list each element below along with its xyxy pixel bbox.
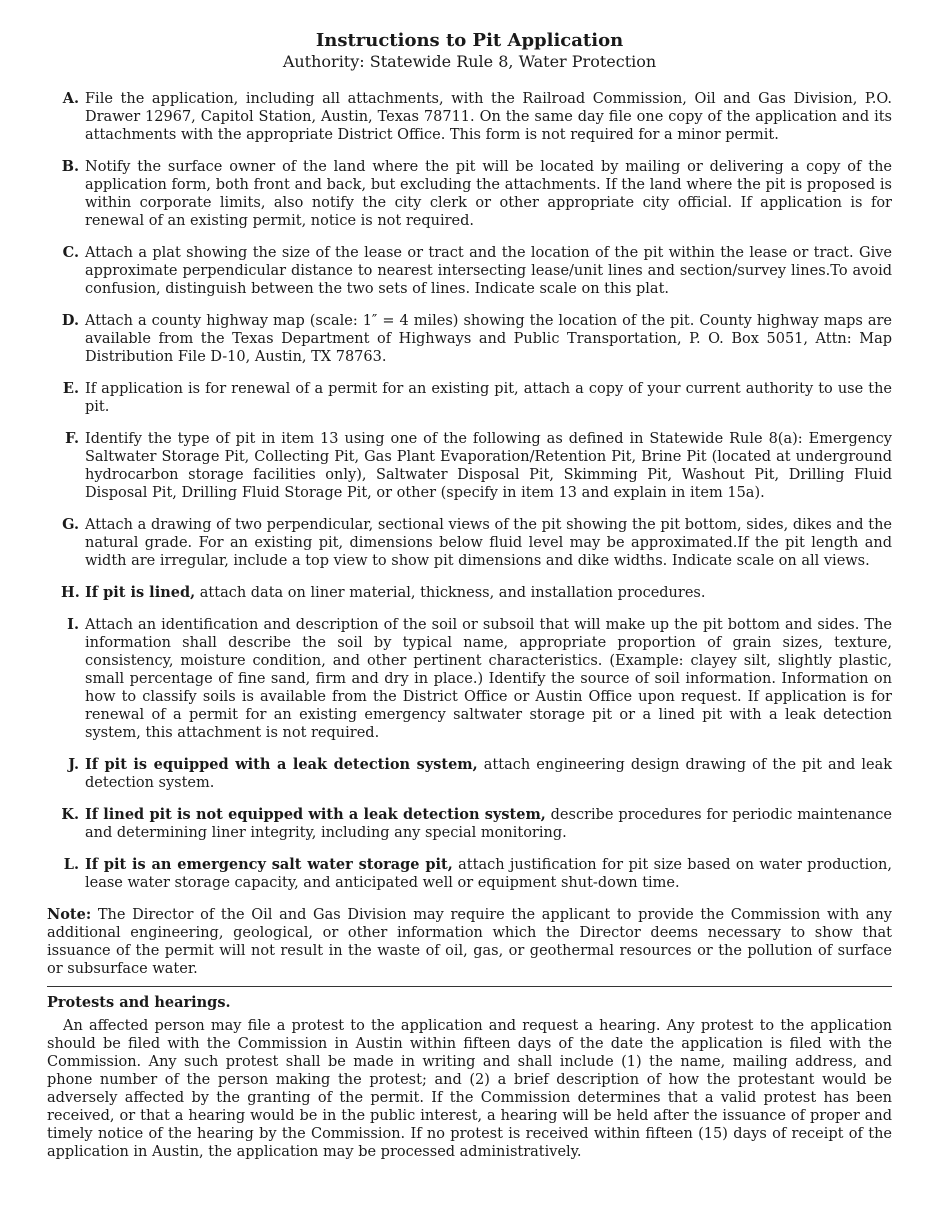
- instruction-item-k: [47, 806, 892, 842]
- note-paragraph: [47, 906, 892, 978]
- item-letter: D.: [61, 312, 79, 329]
- item-lead: If pit is an emergency salt water storage pit,: [85, 856, 453, 873]
- item-body: [85, 516, 892, 570]
- page-subtitle: Authority: Statewide Rule 8, Water Protection: [282, 52, 657, 71]
- item-body: [85, 584, 892, 602]
- page-title: Instructions to Pit Application: [315, 30, 624, 51]
- instruction-item-c: [47, 244, 892, 298]
- item-text: attach justification for pit size based on water production, lease water storage capacity, and anticipated well or equipment shut-down time.: [85, 857, 892, 891]
- item-body: [85, 312, 892, 366]
- instruction-item-h: [47, 584, 892, 602]
- instruction-item-g: [47, 516, 892, 570]
- item-text: File the application, including all attachments, with the Railroad Commission, Oil and Gas Division, P.O. Drawer 12967, Capitol Station, Austin, Texas 78711. On the same day file one copy of the application and its attachments with the appropriate District Office. This form is not required for a minor permit.: [85, 91, 892, 143]
- item-text: Attach a plat showing the size of the lease or tract and the location of the pit within the lease or tract. Give approximate perpendicular distance to nearest intersecting lease/unit lines and section/survey lines.To avoid confusion, distinguish between the two sets of lines. Indicate scale on this plat.: [85, 245, 892, 297]
- instruction-item-l: [47, 856, 892, 892]
- item-text: If application is for renewal of a permit for an existing pit, attach a copy of your current authority to use the pit.: [85, 381, 892, 415]
- item-body: [85, 380, 892, 416]
- item-body: [85, 616, 892, 742]
- item-letter: E.: [62, 380, 79, 397]
- note-text: The Director of the Oil and Gas Division may require the applicant to provide the Commission with any additional engineering, geological, or other information which the Director deems necessary to show that issuance of the permit will not result in the waste of oil, gas, or geothermal resources or the pollution of surface or subsurface water.: [47, 907, 892, 977]
- item-text: Identify the type of pit in item 13 using one of the following as defined in Statewide Rule 8(a): Emergency Saltwater Storage Pit, Collecting Pit, Gas Plant Evaporation/Retention Pit, Brine Pit (located at underground hydrocarbon storage facilities only), Saltwater Disposal Pit, Skimming Pit, Washout Pit, Drilling Fluid Disposal Pit, Drilling Fluid Storage Pit, or other (specify in item 13 and explain in item 15a).: [85, 431, 892, 501]
- instruction-item-b: [47, 158, 892, 230]
- item-text: Attach an identification and description of the soil or subsoil that will make up the pit bottom and sides. The information shall describe the soil by typical name, appropriate proportion of grain sizes, texture, consistency, moisture condition, and other pertinent characteristics. (Example: clayey silt, slightly plastic, small percentage of fine sand, firm and dry in place.) Identify the source of soil information. Information on how to classify soils is available from the District Office or Austin Office upon request. If application is for renewal of a permit for an existing emergency saltwater storage pit or a lined pit with a leak detection system, this attachment is not required.: [85, 617, 892, 741]
- item-body: [85, 158, 892, 230]
- section-divider: [47, 986, 892, 987]
- item-letter: I.: [67, 616, 79, 633]
- item-body: [85, 90, 892, 144]
- item-text: attach data on liner material, thickness, and installation procedures.: [195, 585, 706, 601]
- item-body: [85, 856, 892, 892]
- item-lead: If pit is equipped with a leak detection system,: [85, 756, 478, 773]
- item-letter: F.: [65, 430, 79, 447]
- item-letter: A.: [62, 90, 79, 107]
- instruction-list: [47, 90, 892, 892]
- item-text: Attach a county highway map (scale: 1″ = 4 miles) showing the location of the pit. County highway maps are available from the Texas Department of Highways and Public Transportation, P. O. Box 5051, Attn: Map Distribution File D-10, Austin, TX 78763.: [85, 313, 892, 365]
- item-letter: K.: [61, 806, 79, 823]
- item-body: [85, 806, 892, 842]
- instruction-item-i: [47, 616, 892, 742]
- item-body: [85, 430, 892, 502]
- instruction-item-a: [47, 90, 892, 144]
- item-text: describe procedures for periodic maintenance and determining liner integrity, including any special monitoring.: [85, 807, 893, 841]
- item-body: [85, 244, 892, 298]
- instruction-item-d: [47, 312, 892, 366]
- protests-heading: Protests and hearings.: [47, 994, 231, 1011]
- item-letter: J.: [68, 756, 79, 773]
- instruction-item-f: [47, 430, 892, 502]
- item-letter: B.: [61, 158, 79, 175]
- item-lead: If lined pit is not equipped with a leak detection system,: [85, 806, 546, 823]
- instruction-item-j: [47, 756, 892, 792]
- item-letter: C.: [62, 244, 79, 261]
- item-letter: L.: [63, 856, 79, 873]
- item-text: Attach a drawing of two perpendicular, sectional views of the pit showing the pit bottom, sides, dikes and the natural grade. For an existing pit, dimensions below fluid level may be approximated.If the pit length and width are irregular, include a top view to show pit dimensions and dike widths. Indicate scale on all views.: [85, 517, 892, 569]
- item-body: [85, 756, 892, 792]
- item-text: Notify the surface owner of the land where the pit will be located by mailing or delivering a copy of the application form, both front and back, but excluding the attachments. If the land where the pit is proposed is within corporate limits, also notify the city clerk or other appropriate city official. If application is for renewal of an existing permit, notice is not required.: [85, 159, 892, 229]
- item-letter: G.: [62, 516, 79, 533]
- item-lead: If pit is lined,: [85, 584, 196, 601]
- instruction-item-e: [47, 380, 892, 416]
- note-label: Note:: [47, 906, 92, 923]
- item-text: attach engineering design drawing of the pit and leak detection system.: [85, 757, 892, 791]
- item-letter: H.: [61, 584, 80, 601]
- protests-paragraph: An affected person may file a protest to the application and request a hearing. Any protest to the application should be filed with the Commission in Austin within fifteen days of the date the application is filed with the Commission. Any such protest shall be made in writing and shall include (1) the name, mailing address, and phone number of the person making the protest; and (2) a brief description of how the protestant would be adversely affected by the granting of the permit. If the Commission determines that a valid protest has been received, or that a hearing would be in the public interest, a hearing will be held after the issuance of proper and timely notice of the hearing by the Commission. If no protest is received within fifteen (15) days of receipt of the application in Austin, the application may be processed administratively.: [47, 1018, 892, 1160]
